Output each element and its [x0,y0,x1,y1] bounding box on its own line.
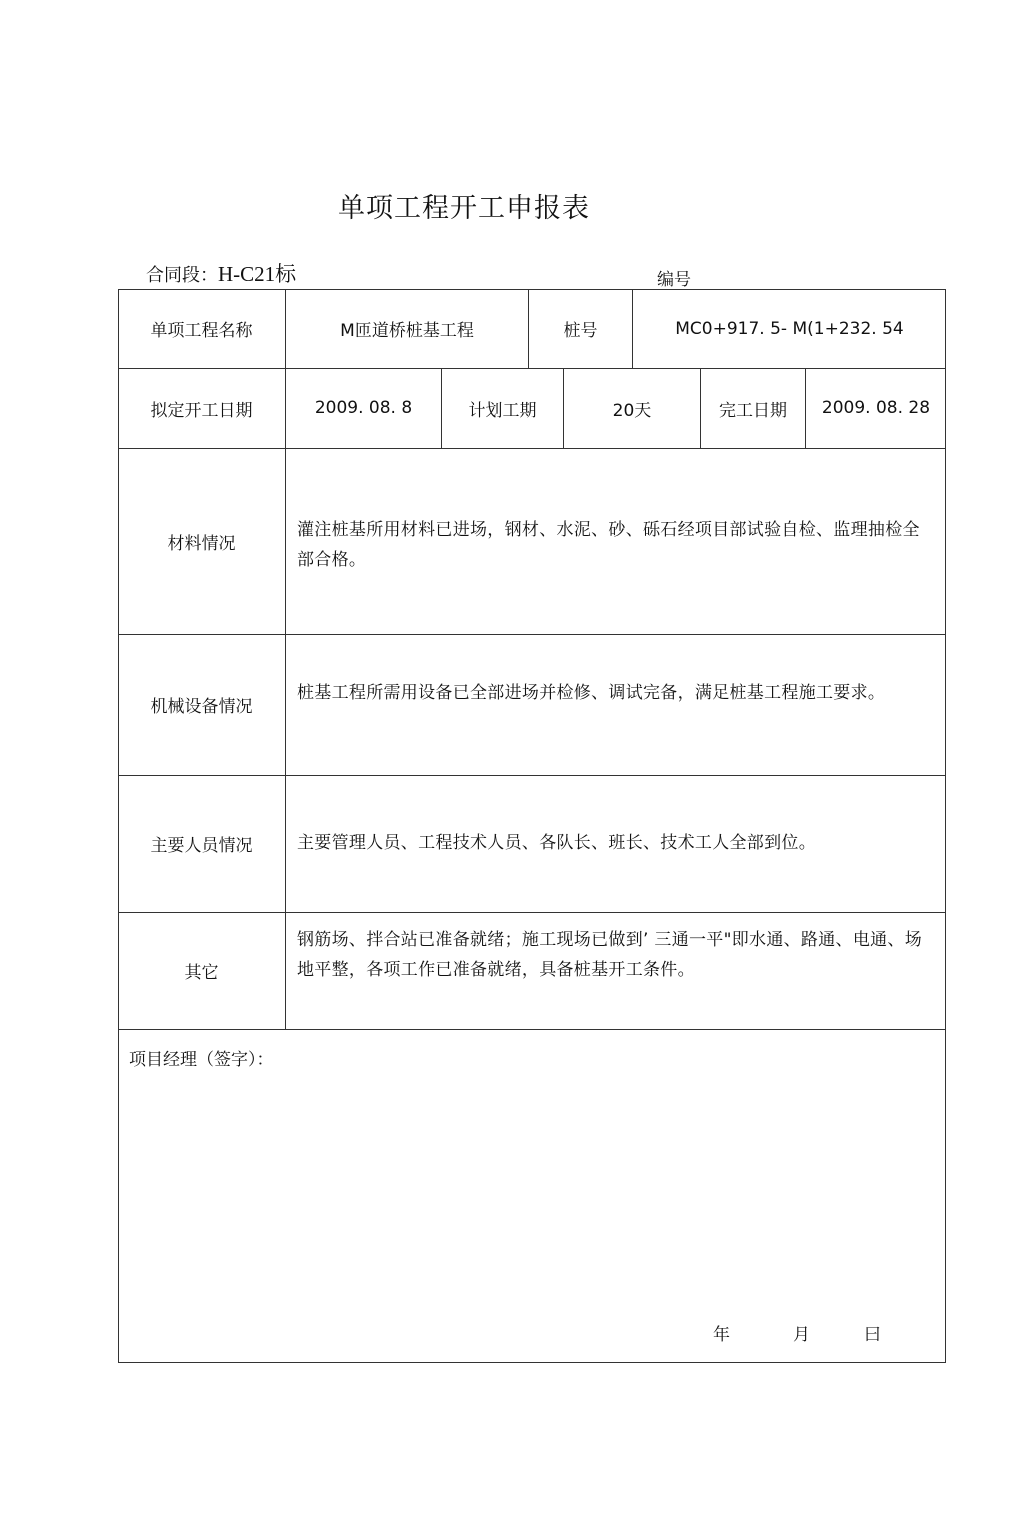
end-date-label: 完工日期 [719,400,787,421]
materials-label: 材料情况 [167,533,236,554]
row-divider [118,1029,946,1030]
materials-text: 灌注桩基所用材料已进场，钢材、水泥、砂、砾石经项目部试验自检、监理抽检全部合格。 [297,520,920,570]
station-value: MC0+917. 5- M(1+232. 54 [675,318,904,339]
serial-label: 编号 [657,270,691,290]
personnel-text: 主要管理人员、工程技术人员、各队长、班长、技术工人全部到位。 [297,833,816,853]
planned-duration-label: 计划工期 [468,400,537,421]
planned-duration-value: 20天 [612,400,652,421]
other-label: 其它 [184,963,219,983]
start-date-value: 2009. 08. 8 [314,398,413,418]
machinery-label: 机械设备情况 [150,697,253,717]
contract-label: 合同段： [146,265,218,286]
other-text: 钢筋场、拌合站已准备就绪；施工现场已做到’ 三通一平"即水通、路通、电通、场地平整，各项工作已准备就绪，具备桩基开工条件。 [297,930,923,980]
machinery-text: 桩基工程所需用设备已全部进场并检修、调试完备，满足桩基工程施工要求。 [297,683,886,703]
page-title: 单项工程开工申报表 [338,193,590,224]
personnel-label: 主要人员情况 [150,836,253,856]
end-date-value: 2009. 08. 28 [821,398,931,418]
project-name-label: 单项工程名称 [150,321,253,341]
station-label: 桩号 [563,321,598,341]
project-name-value: M匝道桥桩基工程 [340,321,474,341]
contract-section [146,258,296,288]
date-month-label: 月 [793,1325,810,1345]
start-date-label: 拟定开工日期 [150,400,253,421]
contract-value: H-C21标 [218,262,297,286]
project-manager-signature-label: 项目经理（签字）： [129,1050,274,1070]
date-day-label: 曰 [864,1325,881,1345]
date-year-label: 年 [713,1325,730,1345]
